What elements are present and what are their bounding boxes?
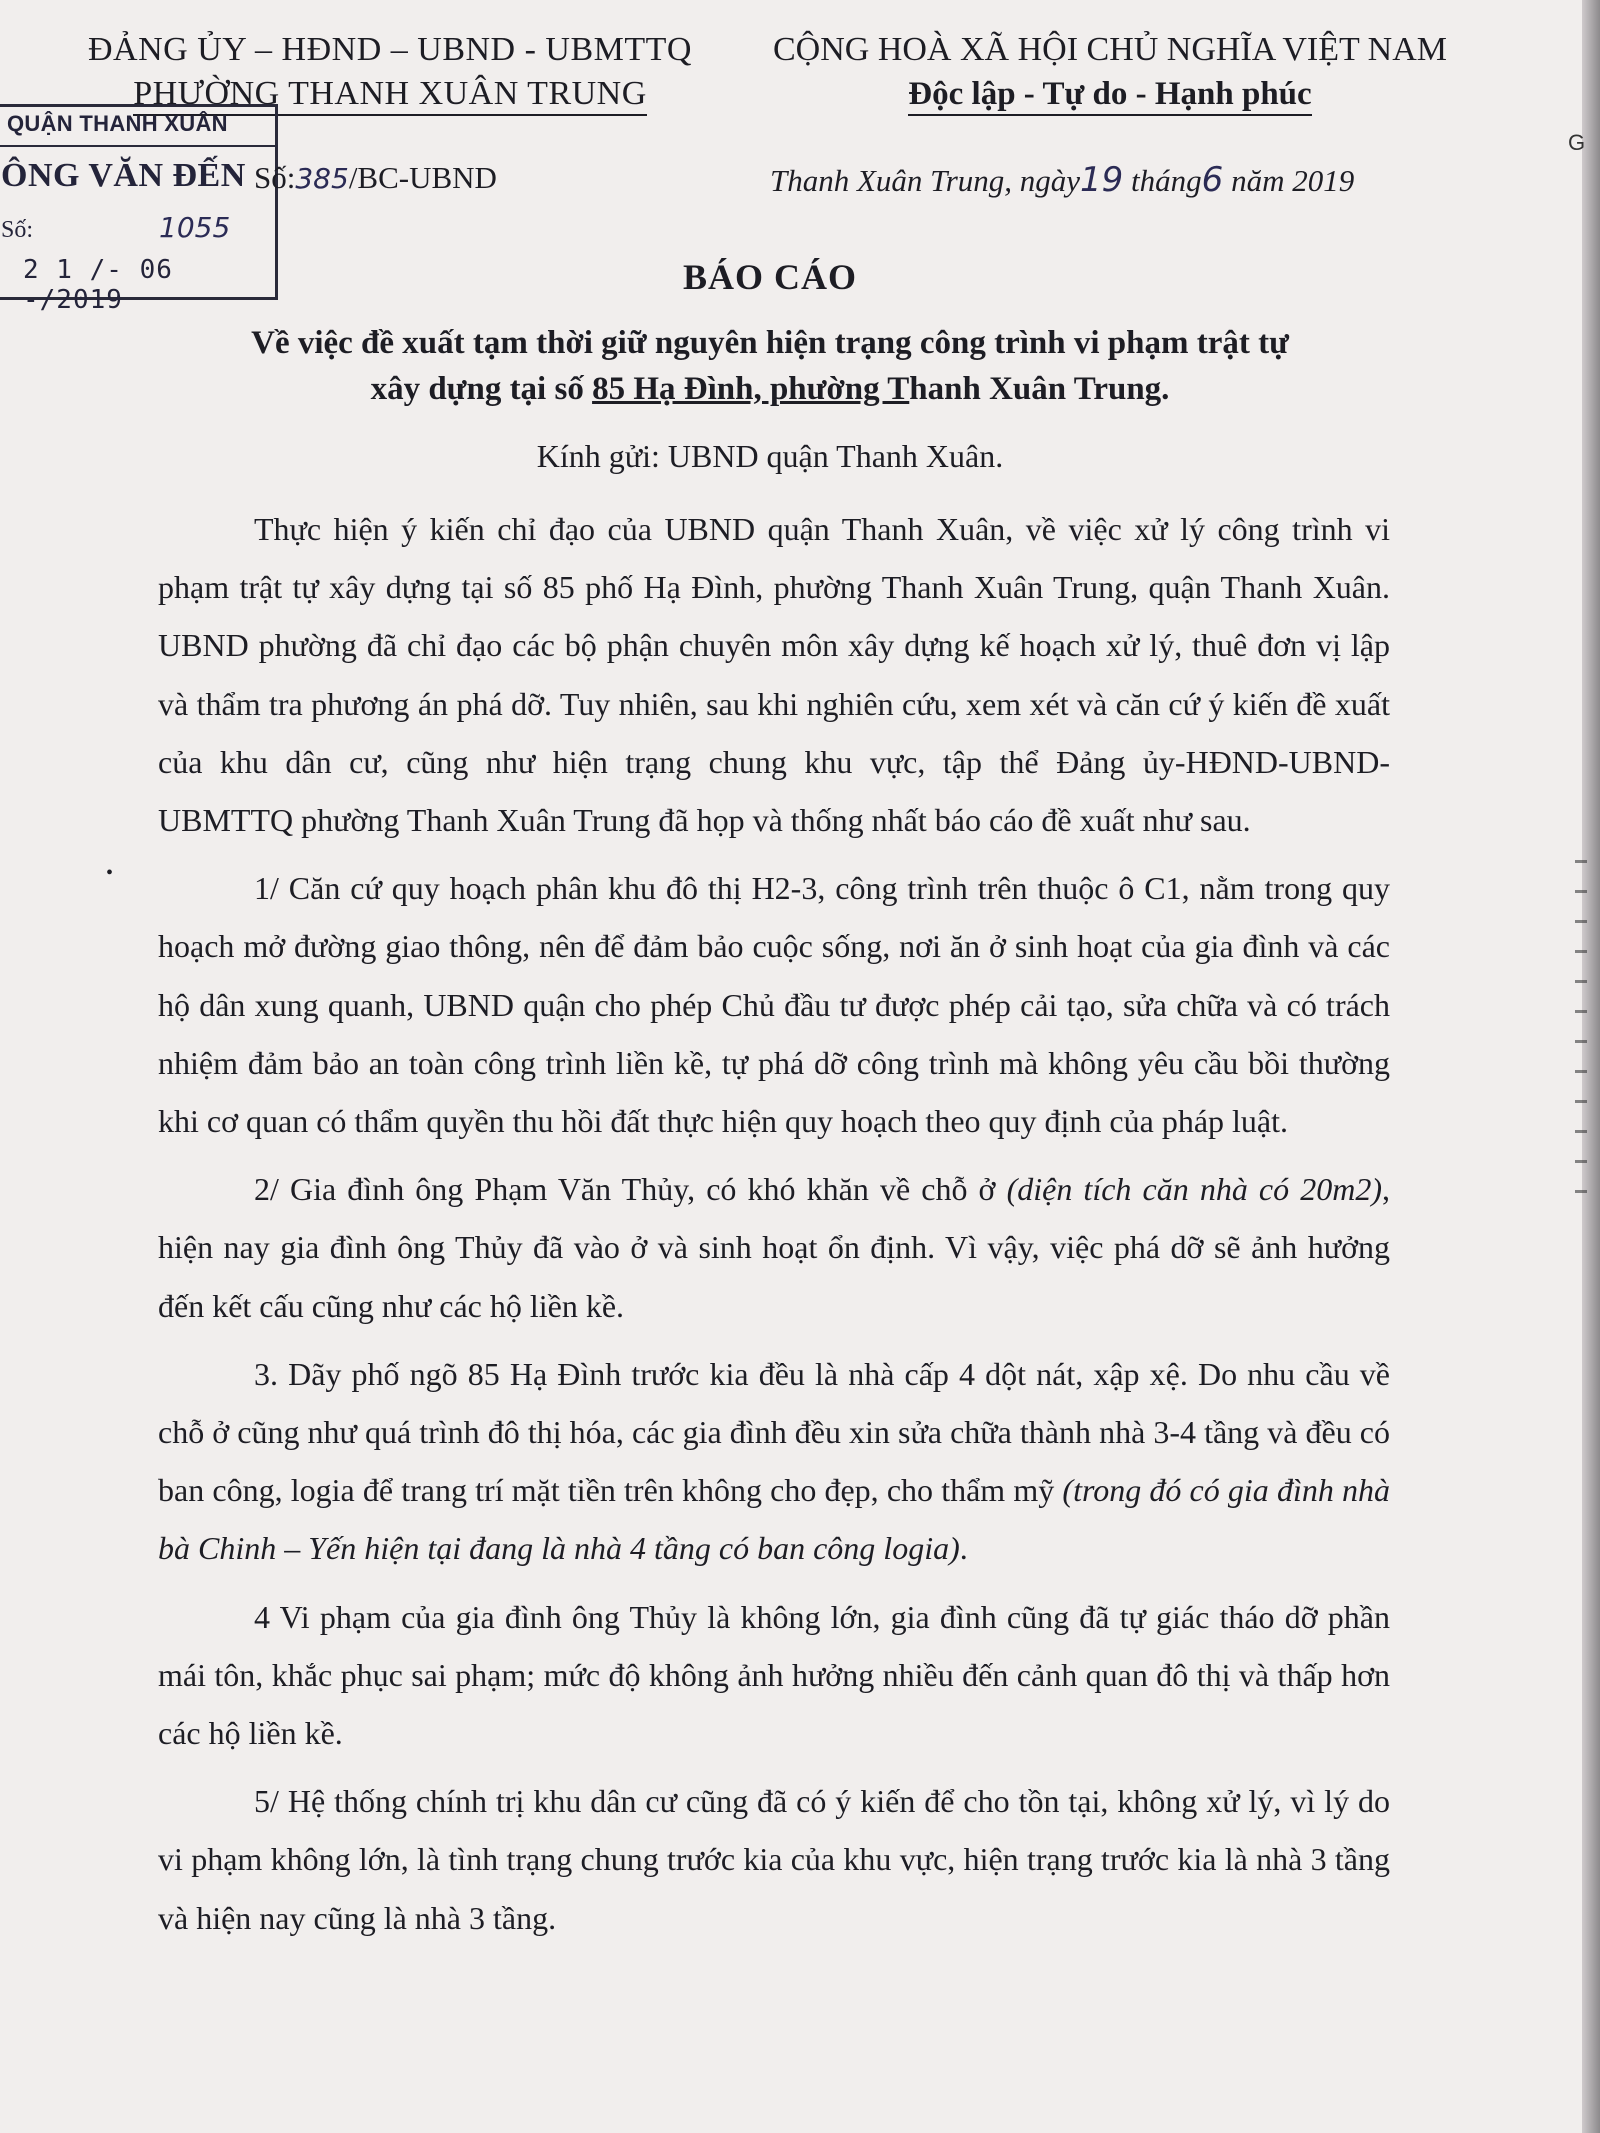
point-3-paragraph xyxy=(158,1345,1390,1578)
document-subject xyxy=(130,320,1410,412)
issue-date xyxy=(770,160,1354,200)
subject-line-2-suffix: hanh Xuân Trung. xyxy=(909,371,1170,407)
stamp-number-row xyxy=(1,211,230,244)
stamp-divider xyxy=(0,145,275,147)
point-3-text-b: . xyxy=(959,1530,968,1567)
subject-line-1: Về việc đề xuất tạm thời giữ nguyên hiện trạng công trình vi phạm trật tự xyxy=(251,325,1289,361)
national-header xyxy=(730,28,1490,116)
document-number-handwritten: 385 xyxy=(295,162,349,195)
issue-date-prefix: Thanh Xuân Trung, ngày xyxy=(770,163,1081,198)
national-motto: Độc lập - Tự do - Hạnh phúc xyxy=(908,74,1311,116)
point-2-text-a: 2/ Gia đình ông Phạm Văn Thủy, có khó khăn về chỗ ở xyxy=(254,1171,1007,1208)
point-3-italic: (trong đó có gia đình nhà bà Chinh – Yến hiện tại đang là nhà 4 tầng có ban công logia) xyxy=(158,1472,1391,1567)
point-2-text-b: , hiện nay gia đình ông Thủy đã vào ở và sinh hoạt ổn định. Vì vậy, việc phá dỡ sẽ ảnh hưởng đến kết cấu cũng như các hộ liền kề. xyxy=(158,1171,1391,1324)
point-2-paragraph xyxy=(158,1160,1390,1335)
stray-mark: • xyxy=(106,862,114,884)
document-title: BÁO CÁO xyxy=(682,257,857,297)
recipient-line: Kính gửi: UBND quận Thanh Xuân. xyxy=(536,438,1004,474)
document-number xyxy=(254,160,497,196)
issuer-line-1: ĐẢNG ỦY – HĐND – UBND - UBMTTQ xyxy=(88,31,692,68)
point-4-paragraph: 4 Vi phạm của gia đình ông Thủy là không lớn, gia đình cũng đã tự giác tháo dỡ phần mái tôn, khắc phục sai phạm; mức độ không ảnh hưởng nhiều đến cảnh quan đô thị và thấp hơn các hộ liền kề. xyxy=(158,1598,1390,1752)
issuer-header xyxy=(60,28,720,116)
stamp-date: 2 1 /- 06 -/2019 xyxy=(23,255,173,315)
issue-date-month: 6 xyxy=(1201,160,1224,200)
point-3-text-a: 3. Dãy phố ngõ 85 Hạ Đình trước kia đều là nhà cấp 4 dột nát, xập xệ. Do nhu cầu về chỗ ở cũng như quá trình đô thị hóa, các gia đình đều xin sửa chữa thành nhà 3-4 tầng và đều có ban công, logia để trang trí mặt tiền trên không cho đẹp, cho thẩm mỹ xyxy=(158,1355,1390,1509)
national-title: CỘNG HOÀ XÃ HỘI CHỦ NGHĨA VIỆT NAM xyxy=(772,31,1447,68)
stamp-district: QUẬN THANH XUÂN xyxy=(7,111,228,136)
subject-address: 85 Hạ Đình, phường T xyxy=(592,371,910,407)
intro-paragraph: Thực hiện ý kiến chỉ đạo của UBND quận Thanh Xuân, về việc xử lý công trình vi phạm trật tự xây dựng tại số 85 phố Hạ Đình, phường Thanh Xuân Trung, quận Thanh Xuân. UBND phường đã chỉ đạo các bộ phận chuyên môn xây dựng kế hoạch xử lý, thuê đơn vị lập và thẩm tra phương án phá dỡ. Tuy nhiên, sau khi nghiên cứu, xem xét và căn cứ ý kiến đề xuất của khu dân cư, cũng như hiện trạng chung khu vực, tập thể Đảng ủy-HĐND-UBND-UBMTTQ phường Thanh Xuân Trung đã họp và thống nhất báo cáo đề xuất như sau. xyxy=(158,511,1390,839)
issue-date-year: năm 2019 xyxy=(1231,163,1355,198)
document-number-label: Số: xyxy=(254,160,296,195)
point-2-italic: (diện tích căn nhà có 20m2) xyxy=(1006,1171,1383,1208)
edge-ruler-marks xyxy=(1575,860,1587,1210)
point-1-paragraph: 1/ Căn cứ quy hoạch phân khu đô thị H2-3, công trình trên thuộc ô C1, nằm trong quy hoạch mở đường giao thông, nên để đảm bảo cuộc sống, nơi ăn ở sinh hoạt của gia đình và các hộ dân xung quanh, UBND quận cho phép Chủ đầu tư được phép cải tạo, sửa chữa và có trách nhiệm đảm bảo an toàn công trình liền kề, tự phá dỡ công trình mà không yêu cầu bồi thường khi cơ quan có thẩm quyền thu hồi đất thực hiện quy hoạch theo quy định của pháp luật. xyxy=(158,870,1390,1140)
point-5-paragraph: 5/ Hệ thống chính trị khu dân cư cũng đã có ý kiến để cho tồn tại, không xử lý, vì lý do vi phạm không lớn, là tình trạng chung trước kia của khu vực, hiện trạng trước kia là nhà 3 tầng và hiện nay cũng là nhà 3 tầng. xyxy=(158,1783,1390,1936)
stamp-heading: ÔNG VĂN ĐẾN xyxy=(1,157,246,194)
edge-letter: G xyxy=(1568,130,1586,155)
document-number-suffix: /BC-UBND xyxy=(348,160,497,195)
subject-line-2-prefix: xây dựng tại số xyxy=(370,371,593,407)
stamp-number-value: 1055 xyxy=(159,211,231,244)
issue-date-day: 19 xyxy=(1080,160,1124,200)
issuer-line-2: PHƯỜNG THANH XUÂN TRUNG xyxy=(133,74,647,116)
report-body xyxy=(158,500,1390,1957)
stamp-number-label: Số: xyxy=(1,217,34,243)
issue-date-month-label: tháng xyxy=(1131,163,1202,198)
subject-line-2 xyxy=(130,366,1410,412)
